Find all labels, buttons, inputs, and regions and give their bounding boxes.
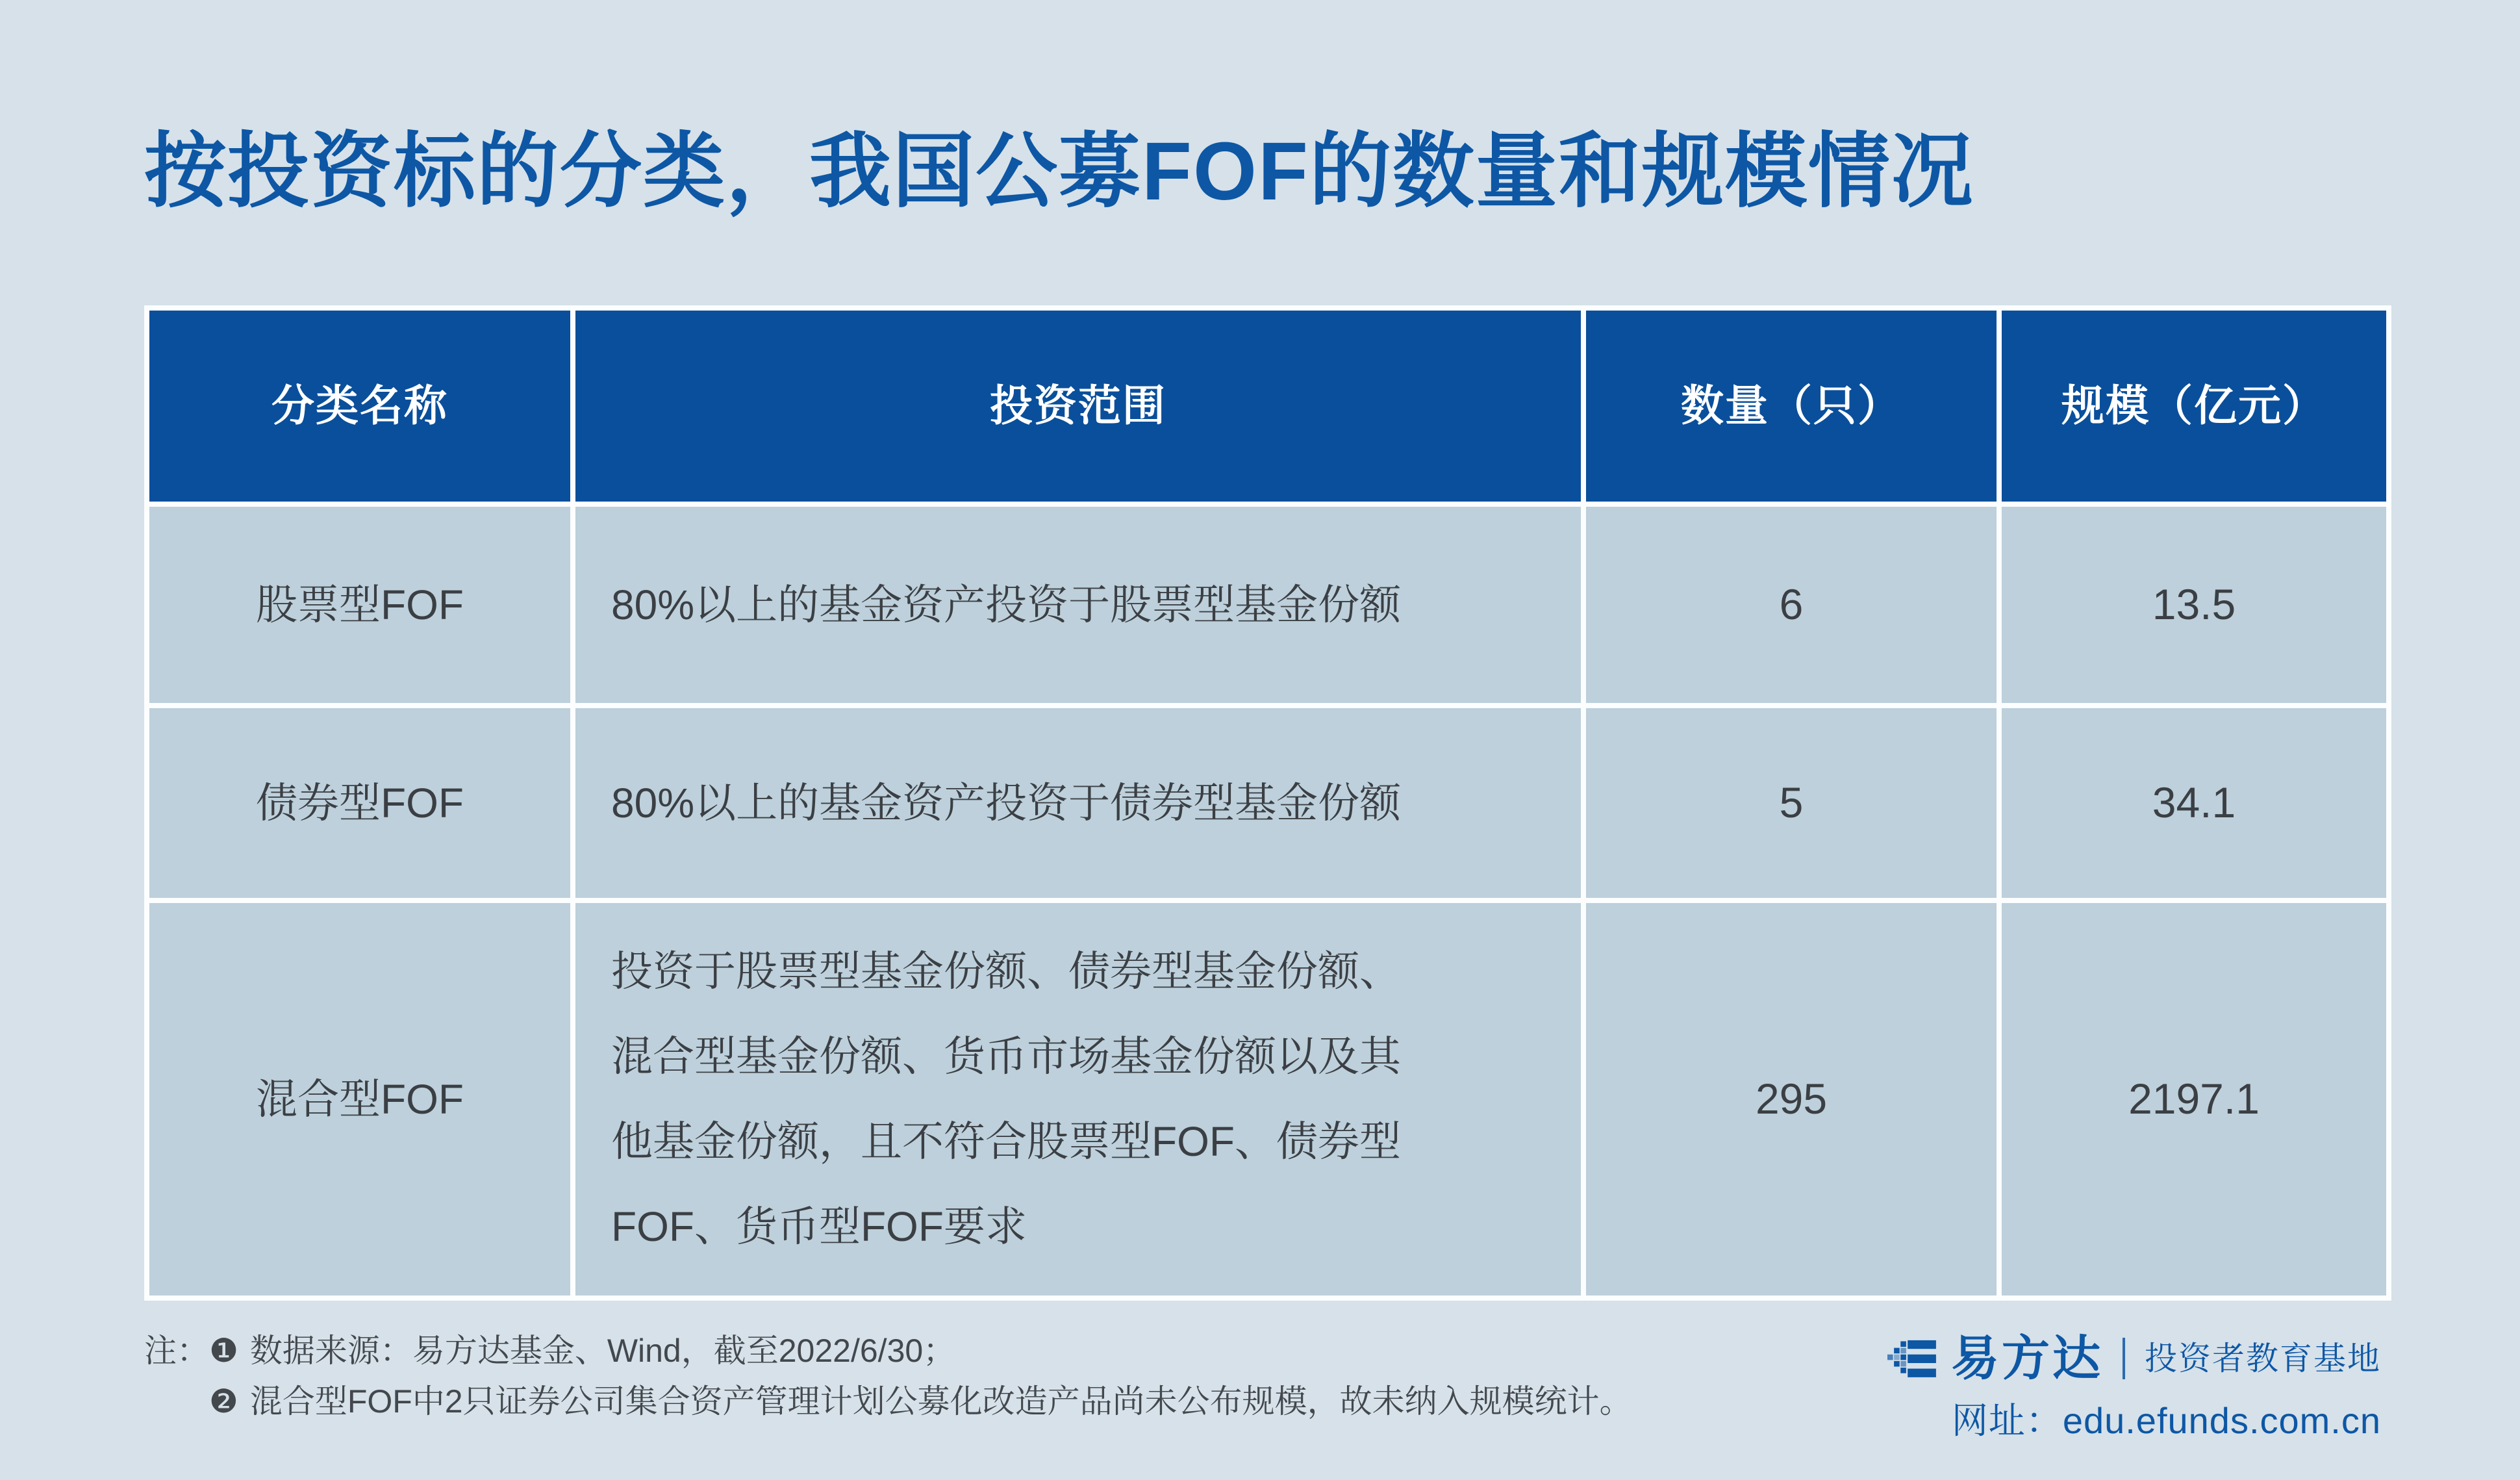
footnote-1	[144, 1325, 1632, 1376]
row2-scope	[575, 708, 1581, 898]
page-title: 按投资标的分类，我国公募FOF的数量和规模情况	[144, 125, 1974, 217]
row3-scope-text: 投资于股票型基金份额、债券型基金份额、混合型基金份额、货币市场基金份额以及其他基金份额，且不符合股票型FOF、债券型FOF、货币型FOF要求	[611, 948, 1401, 1250]
row1-scale: 13.5	[2002, 507, 2386, 703]
row2-scale: 34.1	[2002, 708, 2386, 898]
row3-scale: 2197.1	[2002, 903, 2386, 1295]
column-header-scope: 投资范围	[575, 311, 1581, 502]
row1-scope	[575, 507, 1581, 703]
row1-scope-text: 80%以上的基金资产投资于股票型基金份额	[611, 581, 1402, 628]
footnote-1-marker-icon: ❶	[209, 1333, 238, 1369]
efunds-logo-icon	[1887, 1333, 1938, 1384]
column-header-scale: 规模（亿元）	[2002, 311, 2386, 502]
row3-category: 混合型FOF	[149, 903, 570, 1295]
brand-line	[1887, 1333, 2381, 1384]
row1-category: 股票型FOF	[149, 507, 570, 703]
brand-website: 网址：edu.efunds.com.cn	[1951, 1400, 2381, 1441]
footnote-2-text: 混合型FOF中2只证券公司集合资产管理计划公募化改造产品尚未公布规模，故未纳入规模统计。	[249, 1383, 1632, 1420]
footnote-1-text: 数据来源：易方达基金、Wind，截至2022/6/30；	[249, 1333, 956, 1369]
column-header-category: 分类名称	[149, 311, 570, 502]
footnote-2	[144, 1376, 1632, 1427]
footnote-prefix: 注：	[144, 1333, 209, 1369]
brand-footer	[1887, 1333, 2381, 1441]
column-header-count: 数量（只）	[1586, 311, 1997, 502]
row2-count: 5	[1586, 708, 1997, 898]
fof-data-table	[144, 305, 2391, 1301]
row2-scope-text: 80%以上的基金资产投资于债券型基金份额	[611, 779, 1402, 826]
footnote-2-marker-icon: ❷	[209, 1383, 238, 1420]
footnotes	[144, 1325, 1632, 1427]
row1-count: 6	[1586, 507, 1997, 703]
brand-name: 易方达	[1951, 1331, 2103, 1385]
row2-category: 债券型FOF	[149, 708, 570, 898]
brand-divider	[2123, 1338, 2125, 1379]
brand-tagline: 投资者教育基地	[2145, 1340, 2381, 1377]
row3-scope	[575, 903, 1581, 1295]
row3-count: 295	[1586, 903, 1997, 1295]
